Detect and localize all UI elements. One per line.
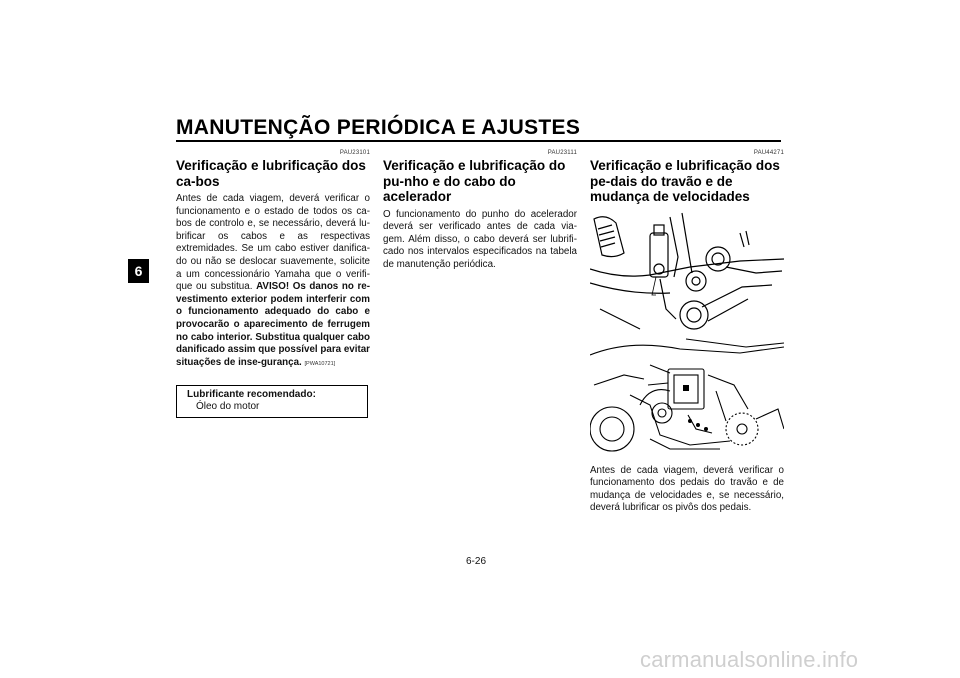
warning-code: [PWA10721] (304, 360, 336, 367)
section-title: Verificação e lubrificação dos ca-bos (176, 158, 366, 189)
page-number: 6-26 (466, 556, 487, 567)
section-body: Antes de cada viagem, deverá verificar o funcionamento dos pedais do travão e de mudança de velocidades e, se necessário, deverá lubrificar os pivôs dos pedais. (590, 464, 784, 514)
section-throttle (383, 150, 577, 271)
section-code: PAU23101 (339, 150, 370, 156)
page-header-title: MANUTENÇÃO PERIÓDICA E AJUSTES (176, 116, 581, 139)
section-title: Verificação e lubrificação dos pe-dais do travão e de mudança de velocidades (590, 158, 780, 204)
chapter-tab: 6 (128, 259, 149, 283)
lubricant-box (176, 385, 368, 418)
shift-pedal-drawing (590, 335, 784, 459)
lubricant-value: Óleo do motor (196, 401, 260, 413)
section-code: PAU23111 (547, 150, 577, 156)
shift-pedal-illustration (590, 335, 784, 459)
header-rule (176, 140, 781, 142)
section-pedals (590, 150, 784, 515)
body-normal-text: Antes de cada viagem, deverá verificar o funcionamento e o estado de todos os ca-bos de controlo e, se necessário, deverá lu-brificar os cabos e as respectivas extremidades. Se um cabo estiver danifica-do ou não se deslocar suavemente, solicite a um concessionário Yamaha que o verifi-que ou substitua. (176, 193, 370, 293)
section-title: Verificação e lubrificação do pu-nho e do cabo do acelerador (383, 158, 566, 204)
section-code: PAU44271 (753, 150, 784, 156)
section-body: O funcionamento do punho do acelerador deverá ser verificado antes de cada via-gem. Além disso, o cabo deverá ser lubrifi-cado nos intervalos especificados na tabela de manutenção periódica. (383, 208, 577, 270)
watermark: carmanualsonline.info (640, 647, 859, 672)
lubricant-label: Lubrificante recomendado: (187, 389, 316, 401)
brake-pedal-drawing (590, 209, 784, 333)
section-cables (176, 150, 370, 418)
body-warning-text: AVISO! Os danos no re-vestimento exterior podem interferir com o funcionamento adequado do cabo e provocarão o aparecimento de ferrugem no cabo interior. Substitua qualquer cabo danificado assim que possível para evitar situações de inse-gurança. (176, 281, 370, 368)
section-body (176, 193, 370, 370)
brake-pedal-illustration (590, 209, 784, 333)
